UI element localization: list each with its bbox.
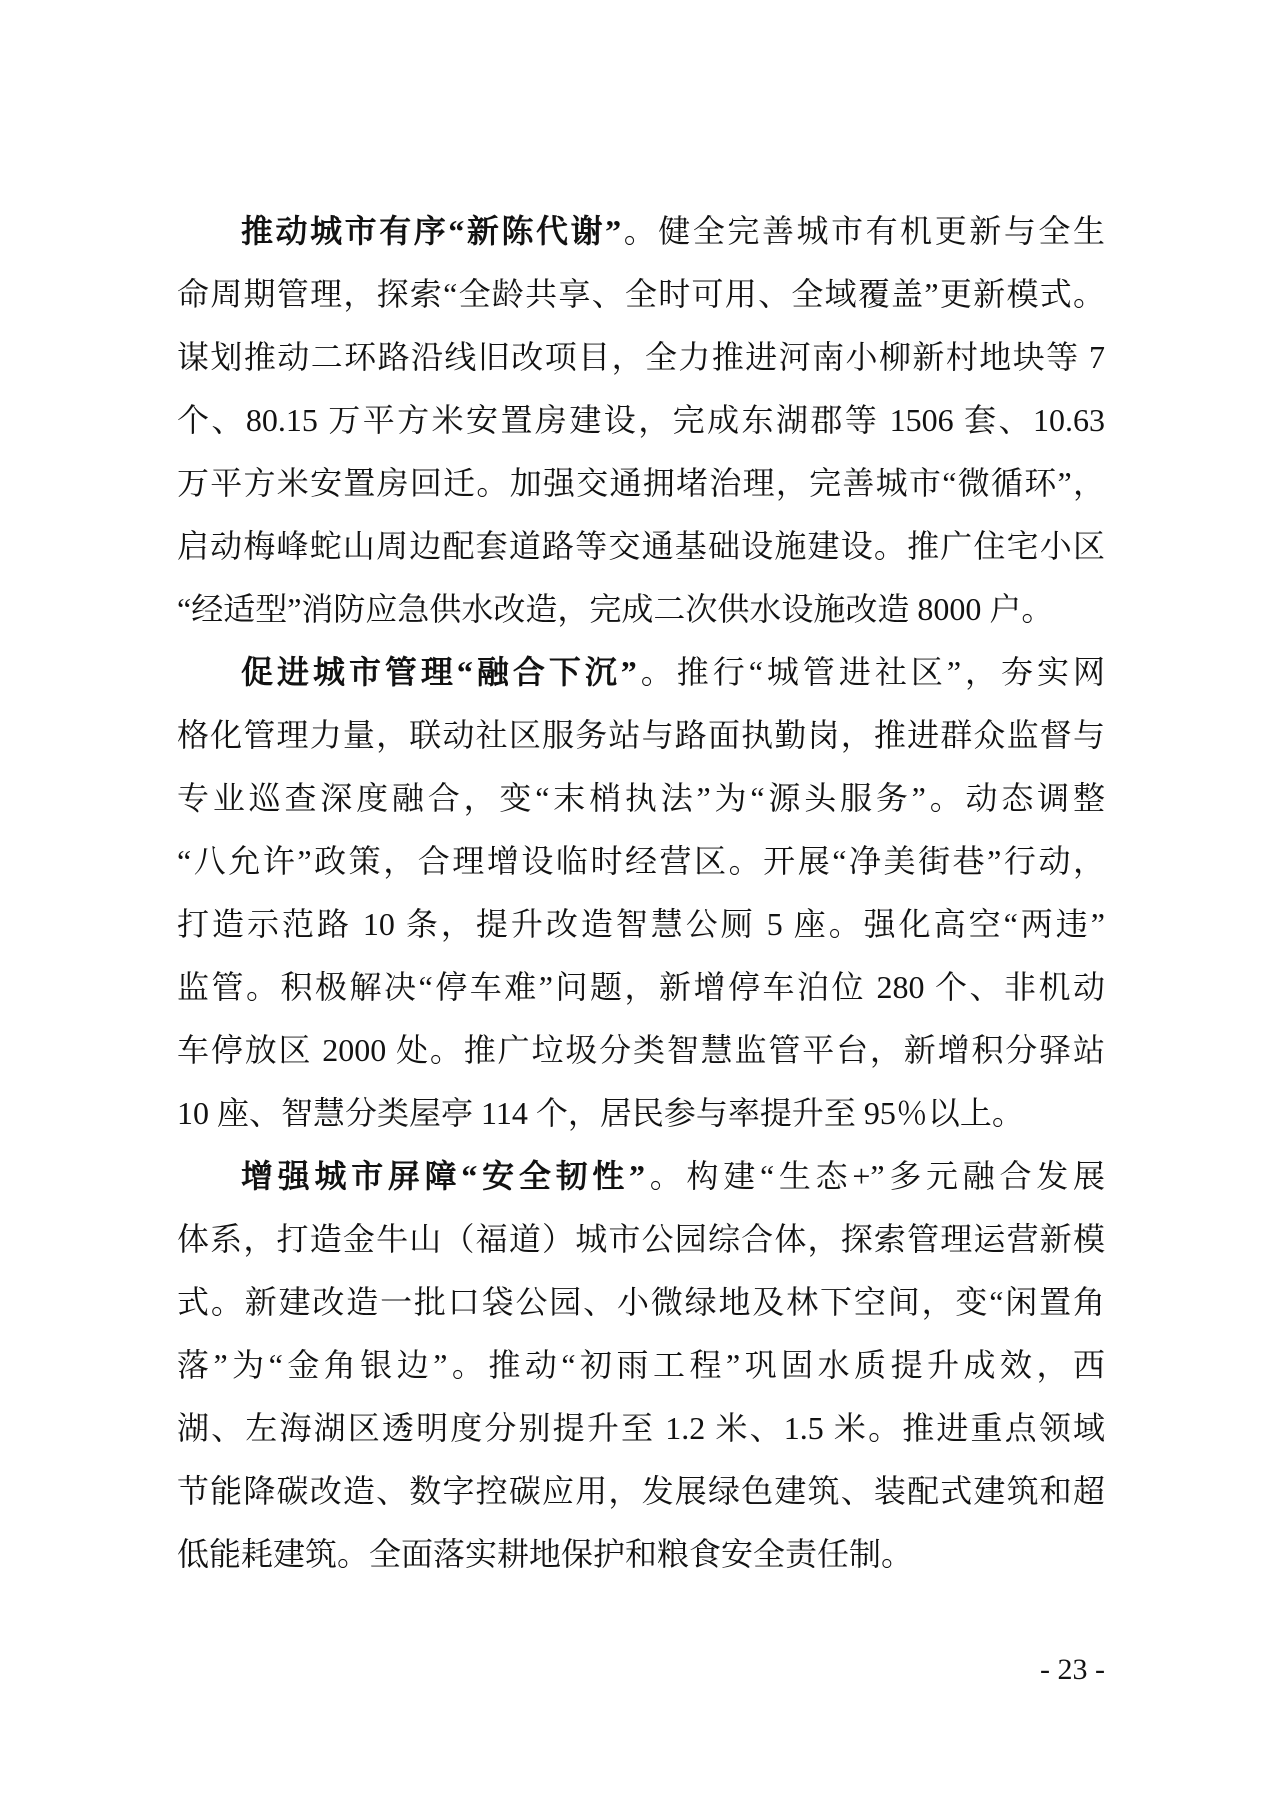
paragraph-text: 10 座、智慧分类屋亭 114 个，居民参与率提升至 95％以上。 (177, 1095, 1024, 1131)
paragraph-text: “八允许”政策，合理增设临时经营区。开展“净美街巷”行动， (177, 843, 1105, 879)
paragraph-text: 个、80.15 万平方米安置房建设，完成东湖郡等 1506 套、10.63 (177, 402, 1105, 438)
paragraph-text: 低能耗建筑。全面落实耕地保护和粮食安全责任制。 (177, 1536, 914, 1572)
paragraph-text: 启动梅峰蛇山周边配套道路等交通基础设施建设。推广住宅小区 (177, 528, 1105, 564)
paragraph-text: 式。新建改造一批口袋公园、小微绿地及林下空间，变“闲置角 (177, 1284, 1105, 1320)
paragraph-text: 命周期管理，探索“全龄共享、全时可用、全域覆盖”更新模式。 (177, 276, 1105, 312)
text-line (177, 767, 1105, 830)
paragraph-text: 。推行“城管进社区”，夯实网 (636, 654, 1105, 690)
text-line (177, 389, 1105, 452)
text-line (177, 830, 1105, 893)
paragraph-text: 专业巡查深度融合，变“末梢执法”为“源头服务”。动态调整 (177, 780, 1105, 816)
text-line (177, 641, 1105, 704)
paragraph-text: 落”为“金角银边”。推动“初雨工程”巩固水质提升成效，西 (177, 1347, 1105, 1383)
text-line (177, 515, 1105, 578)
paragraph-lead: 推动城市有序“新陈代谢” (241, 213, 622, 249)
paragraph-lead: 促进城市管理“融合下沉” (241, 654, 637, 690)
text-line (177, 1019, 1105, 1082)
text-line (177, 326, 1105, 389)
text-line (177, 452, 1105, 515)
text-line (177, 263, 1105, 326)
paragraph-text: 监管。积极解决“停车难”问题，新增停车泊位 280 个、非机动 (177, 969, 1105, 1005)
text-line (177, 1271, 1105, 1334)
paragraph-text: 格化管理力量，联动社区服务站与路面执勤岗，推进群众监督与 (177, 717, 1105, 753)
paragraph-text: 打造示范路 10 条，提升改造智慧公厕 5 座。强化高空“两违” (177, 906, 1105, 942)
text-line (177, 1082, 1105, 1145)
paragraph-text: “经适型”消防应急供水改造，完成二次供水设施改造 8000 户。 (177, 591, 1054, 627)
text-line (177, 1523, 1105, 1586)
paragraph-text: 谋划推动二环路沿线旧改项目，全力推进河南小柳新村地块等 7 (177, 339, 1105, 375)
paragraph-text: 湖、左海湖区透明度分别提升至 1.2 米、1.5 米。推进重点领域 (177, 1410, 1105, 1446)
paragraph-text: 车停放区 2000 处。推广垃圾分类智慧监管平台，新增积分驿站 (177, 1032, 1105, 1068)
text-line (177, 893, 1105, 956)
text-line (177, 1334, 1105, 1397)
text-line (177, 200, 1105, 263)
paragraph-text: 。构建“生态+”多元融合发展 (645, 1158, 1105, 1194)
page-number: - 23 - (1040, 1653, 1105, 1686)
text-line (177, 1145, 1105, 1208)
document-body (177, 200, 1105, 1586)
paragraph-text: 。健全完善城市有机更新与全生 (621, 213, 1105, 249)
text-line (177, 956, 1105, 1019)
paragraph-lead: 增强城市屏障“安全韧性” (241, 1158, 646, 1194)
paragraph-text: 万平方米安置房回迁。加强交通拥堵治理，完善城市“微循环”， (177, 465, 1105, 501)
paragraph-text: 体系，打造金牛山（福道）城市公园综合体，探索管理运营新模 (177, 1221, 1105, 1257)
text-line (177, 1460, 1105, 1523)
text-line (177, 1208, 1105, 1271)
text-line (177, 704, 1105, 767)
paragraph-text: 节能降碳改造、数字控碳应用，发展绿色建筑、装配式建筑和超 (177, 1473, 1105, 1509)
text-line (177, 1397, 1105, 1460)
text-line (177, 578, 1105, 641)
